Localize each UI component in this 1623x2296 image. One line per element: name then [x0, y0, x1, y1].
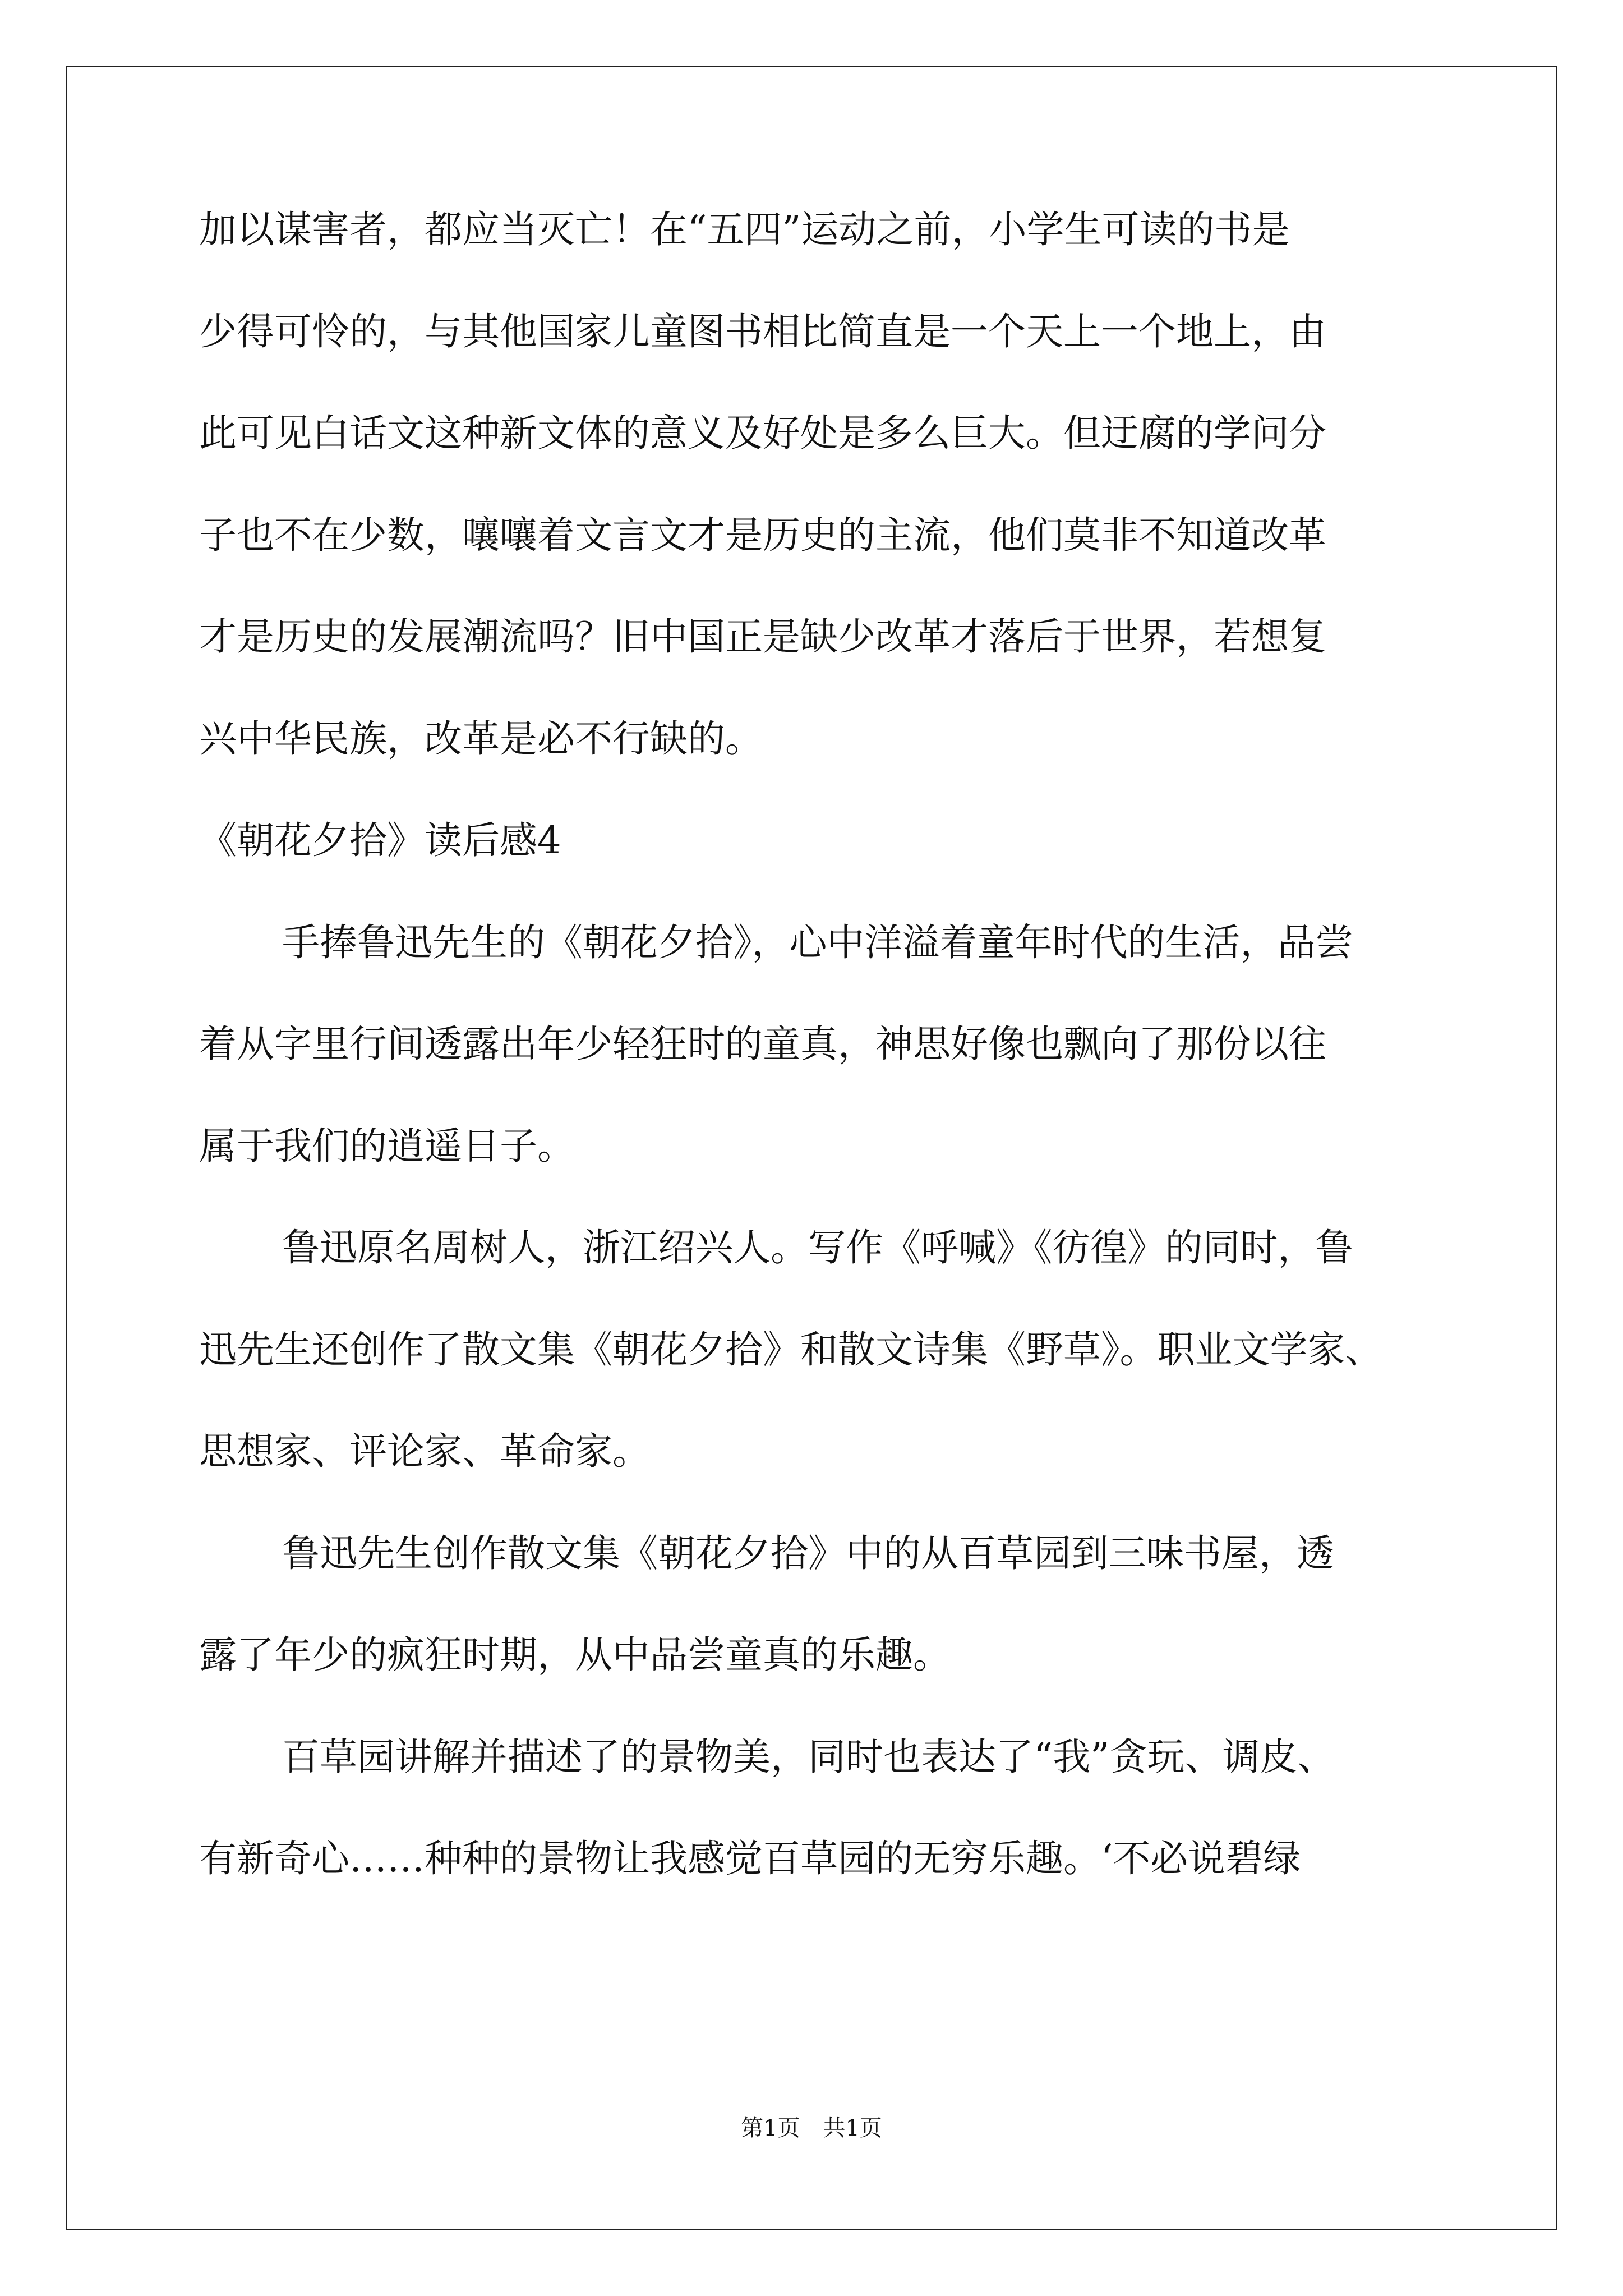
- page-footer: [0, 2115, 1623, 2142]
- paragraph-line: 迅先生还创作了散文集《朝花夕拾》和散文诗集《野草》。职业文学家、: [199, 1327, 1383, 1372]
- text-line: 子也不在少数，嚷嚷着文言文才是历史的主流，他们莫非不知道改革: [199, 513, 1326, 557]
- paragraph-line: 属于我们的逍遥日子。: [199, 1124, 575, 1168]
- page-total: 共1页: [823, 2115, 882, 2141]
- paragraph-line: 露了年少的疯狂时期，从中品尝童真的乐趣。: [199, 1633, 951, 1677]
- paragraph-line: 手捧鲁迅先生的《朝花夕拾》，心中洋溢着童年时代的生活，品尝: [282, 920, 1353, 964]
- section-heading: 《朝花夕拾》读后感4: [199, 818, 561, 862]
- text-line: 才是历史的发展潮流吗？旧中国正是缺少改革才落后于世界，若想复: [199, 615, 1326, 659]
- text-line: 此可见白话文这种新文体的意义及好处是多么巨大。但迂腐的学问分: [199, 411, 1326, 455]
- text-line: 加以谋害者，都应当灭亡！在“五四”运动之前，小学生可读的书是: [199, 208, 1290, 251]
- paragraph-line: 鲁迅原名周树人，浙江绍兴人。写作《呼喊》《彷徨》的同时，鲁: [282, 1226, 1353, 1269]
- paragraph-line: 鲁迅先生创作散文集《朝花夕拾》中的从百草园到三味书屋，透: [282, 1531, 1334, 1575]
- paragraph-line: 思想家、评论家、革命家。: [199, 1429, 650, 1473]
- paragraph-line: 有新奇心……种种的景物让我感觉百草园的无穷乐趣。‘不必说碧绿: [199, 1837, 1301, 1880]
- text-line: 少得可怜的，与其他国家儿童图书相比简直是一个天上一个地上，由: [199, 309, 1326, 353]
- page-number: 第1页: [741, 2115, 800, 2141]
- document-body: [199, 209, 1433, 1940]
- paragraph-line: 着从字里行间透露出年少轻狂时的童真，神思好像也飘向了那份以往: [199, 1022, 1326, 1066]
- text-line: 兴中华民族，改革是必不行缺的。: [199, 716, 763, 761]
- paragraph-line: 百草园讲解并描述了的景物美，同时也表达了“我”贪玩、调皮、: [282, 1734, 1335, 1779]
